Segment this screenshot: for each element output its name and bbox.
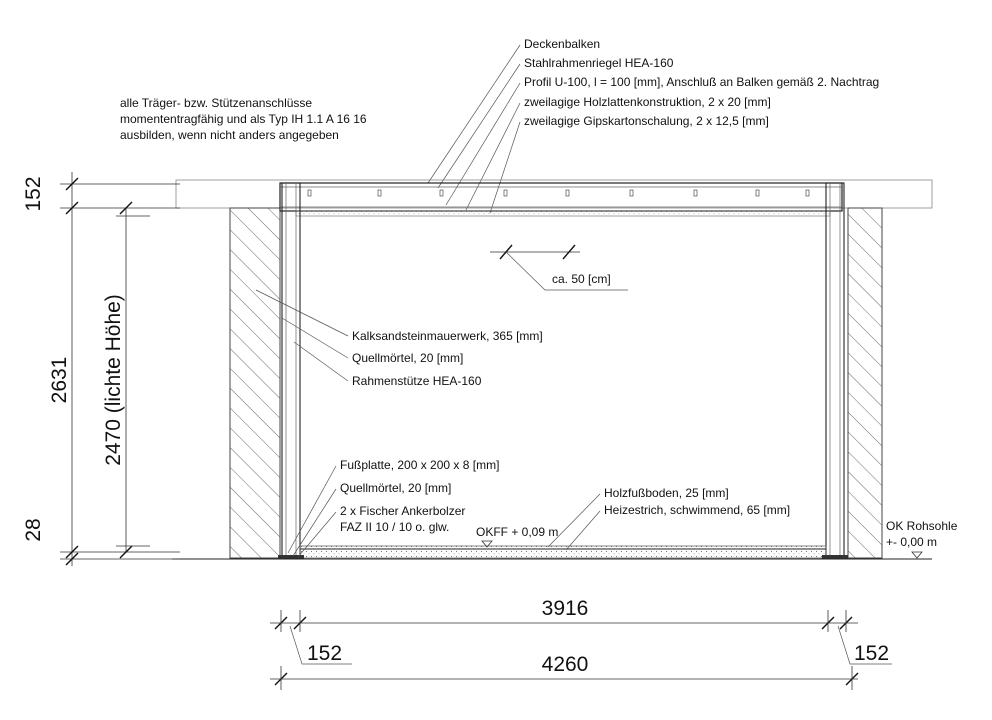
dim-top-beam: 152 — [22, 176, 45, 212]
steel-post-right — [826, 183, 844, 558]
label-quellmoertel-wall: Quellmörtel, 20 [mm] — [352, 351, 464, 365]
label-holzlatten: zweilagige Holzlattenkonstruktion, 2 x 20 [mm] — [524, 95, 771, 109]
label-fussplatte: Fußplatte, 200 x 200 x 8 [mm] — [340, 458, 500, 472]
dim-total-height: 2631 — [48, 356, 71, 404]
label-ankerbolzer: 2 x Fischer Ankerbolzer — [340, 504, 466, 518]
dim-clear-height: 2470 (lichte Höhe) — [102, 294, 125, 466]
okff-label: OKFF + 0,09 m — [476, 525, 559, 539]
label-deckenbalken: Deckenbalken — [524, 37, 601, 51]
ceiling-beam — [176, 180, 932, 208]
steel-post-left — [282, 183, 300, 558]
ok-rohsohle-label: OK Rohsohle — [886, 519, 958, 533]
label-faz: FAZ II 10 / 10 o. glw. — [340, 520, 450, 534]
dim-left-post: 152 — [307, 642, 343, 665]
base-leader-lines — [288, 466, 336, 557]
label-stahlrahmenriegel: Stahlrahmenriegel HEA-160 — [524, 56, 674, 70]
masonry-wall-right — [848, 208, 882, 558]
general-note-line-1: alle Träger- bzw. Stützenanschlüsse — [120, 96, 313, 110]
label-profil-u100: Profil U-100, l = 100 [mm], Anschluß an Balken gemäß 2. Nachtrag — [524, 75, 880, 89]
floor-leader-lines — [548, 494, 600, 550]
masonry-wall-left — [230, 208, 280, 558]
dim-bottom: 28 — [22, 518, 45, 542]
label-quellmoertel-base: Quellmörtel, 20 [mm] — [340, 481, 452, 495]
label-heizestrich: Heizestrich, schwimmend, 65 [mm] — [604, 503, 791, 517]
dim-right-post: 152 — [854, 642, 890, 665]
dim-inner-width: 3916 — [541, 597, 589, 620]
general-note-line-3: ausbilden, wenn nicht anders angegeben — [120, 128, 339, 142]
dim-outer-width: 4260 — [541, 653, 589, 676]
general-note-line-2: momententragfähig und als Typ IH 1.1 A 16 16 — [120, 112, 367, 126]
spacing-label: ca. 50 [cm] — [552, 272, 611, 286]
steel-frame-riegel — [280, 183, 842, 216]
ok-rohsohle-marker — [912, 552, 922, 558]
floor-build-up — [300, 546, 826, 558]
label-holzfussboden: Holzfußboden, 25 [mm] — [604, 486, 729, 500]
label-rahmenstuetze: Rahmenstütze HEA-160 — [352, 374, 482, 388]
horizontal-dimension-chain — [270, 610, 892, 690]
label-kalksandstein: Kalksandsteinmauerwerk, 365 [mm] — [352, 329, 543, 343]
label-gipskarton: zweilagige Gipskartonschalung, 2 x 12,5 [mm] — [524, 114, 769, 128]
top-leader-lines — [428, 45, 520, 213]
riegel-fasteners — [308, 190, 809, 196]
ok-rohsohle-value: +- 0,00 m — [886, 535, 938, 549]
